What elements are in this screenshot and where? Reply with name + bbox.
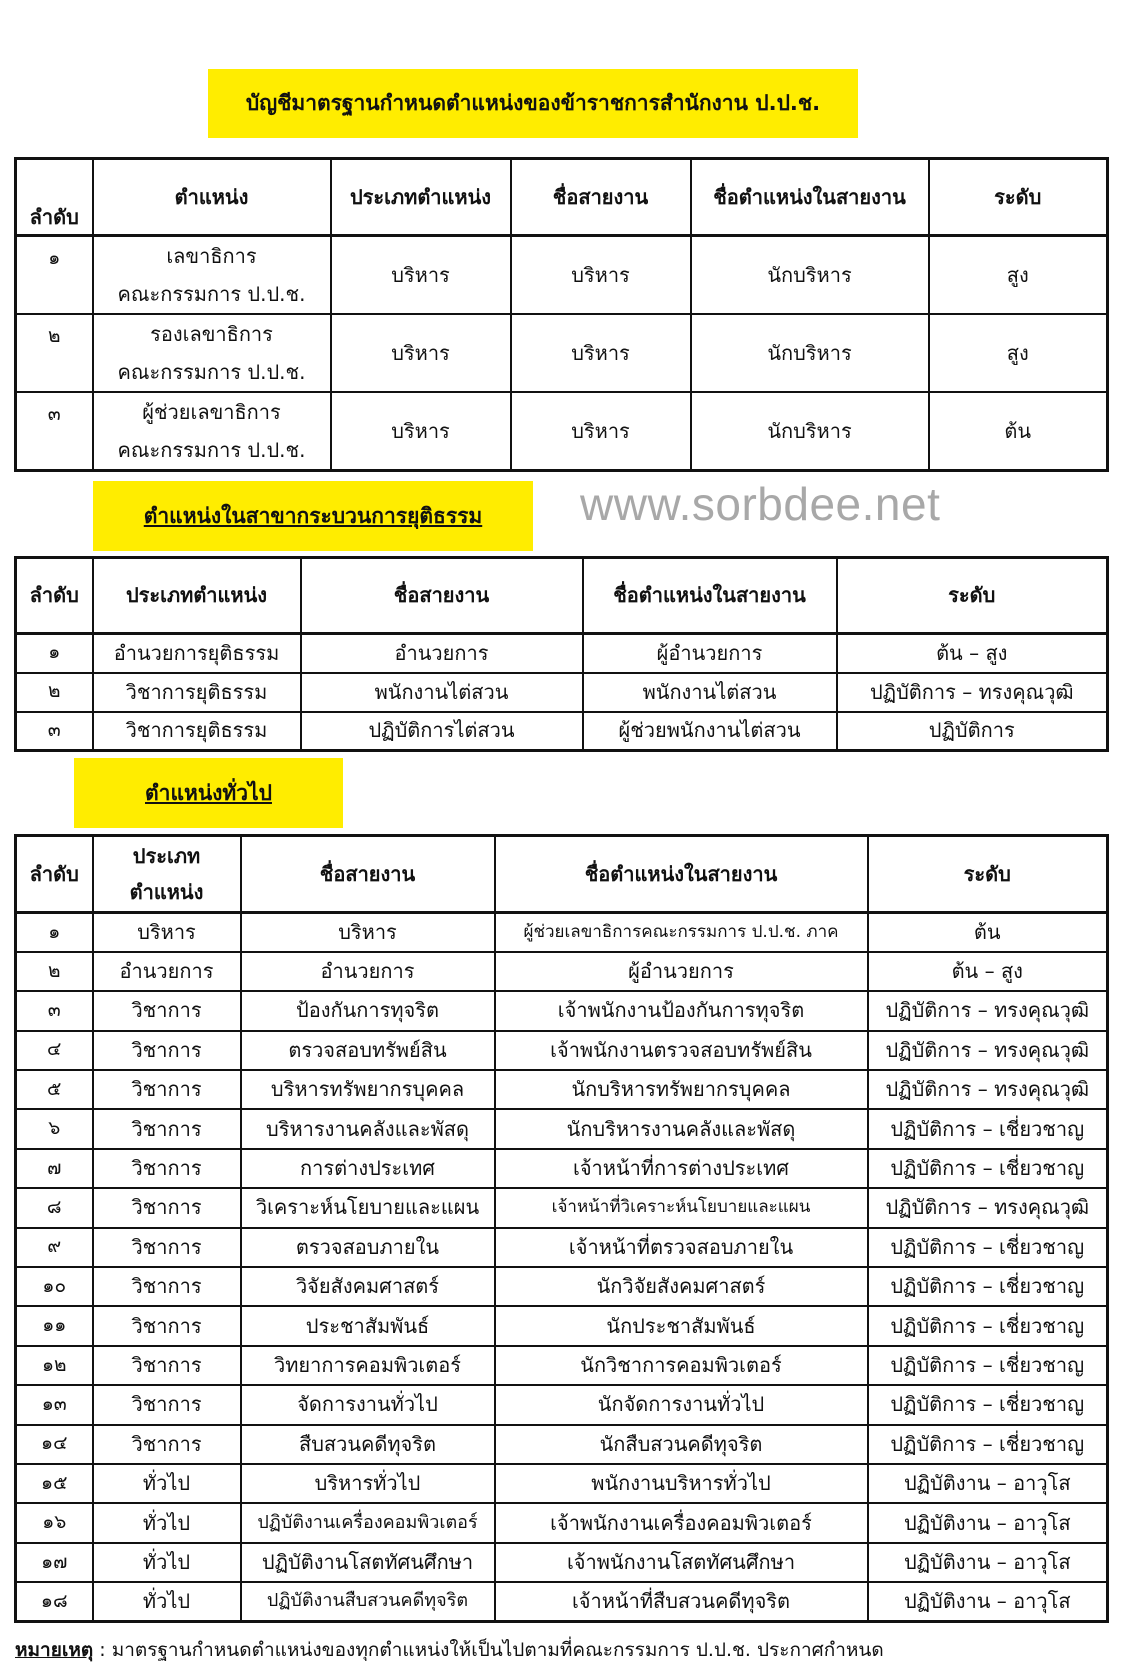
row-line-position: นักวิชาการคอมพิวเตอร์ [495,1346,868,1385]
row-line-position: เจ้าพนักงานโสตทัศนศึกษา [495,1543,868,1582]
general-table-body [16,913,1108,1622]
table-row [16,314,1108,392]
row-no: ๑ [16,634,93,673]
row-position [93,392,331,471]
row-line-position: ผู้อำนวยการ [583,634,837,673]
row-line: ปฏิบัติการไต่สวน [301,712,583,751]
header-level: ระดับ [868,836,1108,913]
row-line-position: ผู้ช่วยพนักงานไต่สวน [583,712,837,751]
row-level: ปฏิบัติการ – เชี่ยวชาญ [868,1267,1108,1306]
table-header-row [16,836,1108,913]
table-row [16,1464,1108,1503]
table-row [16,392,1108,471]
row-no: ๑๘ [16,1582,93,1621]
row-level: ปฏิบัติงาน – อาวุโส [868,1464,1108,1503]
row-line: พนักงานไต่สวน [301,673,583,712]
row-level: ปฏิบัติการ – เชี่ยวชาญ [868,1306,1108,1345]
justice-positions-table [14,556,1109,752]
row-line-position: เจ้าพนักงานเครื่องคอมพิวเตอร์ [495,1503,868,1542]
table-row [16,634,1108,673]
table-row [16,1503,1108,1542]
row-level: ต้น – สูง [837,634,1108,673]
row-line-position: นักสืบสวนคดีทุจริต [495,1425,868,1464]
row-level: ปฏิบัติการ – เชี่ยวชาญ [868,1228,1108,1267]
row-type: อำนวยการยุติธรรม [93,634,301,673]
row-line: บริหารทรัพยากรบุคคล [241,1070,495,1109]
row-line: วิทยาการคอมพิวเตอร์ [241,1346,495,1385]
row-line: บริหาร [511,392,691,471]
row-no: ๑๔ [16,1425,93,1464]
row-line: บริหารทั่วไป [241,1464,495,1503]
position-line2: คณะกรรมการ ป.ป.ช. [117,438,306,462]
row-level: ปฏิบัติการ – เชี่ยวชาญ [868,1149,1108,1188]
table-row [16,1109,1108,1148]
row-no: ๕ [16,1070,93,1109]
row-line-position: ผู้อำนวยการ [495,952,868,991]
table-row [16,952,1108,991]
row-position [93,314,331,392]
row-no: ๔ [16,1031,93,1070]
row-line-position: นักบริหาร [691,392,929,471]
section-general-heading: ตำแหน่งทั่วไป [145,780,272,805]
table-row [16,1385,1108,1424]
header-type-line2: ตำแหน่ง [129,880,204,904]
header-type-line1: ประเภท [132,844,201,868]
row-line-position: นักบริหารทรัพยากรบุคคล [495,1070,868,1109]
row-no: ๙ [16,1228,93,1267]
row-type: บริหาร [93,913,241,952]
header-no: ลำดับ [16,558,93,634]
row-level: ปฏิบัติการ – ทรงคุณวุฒิ [868,1031,1108,1070]
document-title: บัญชีมาตรฐานกำหนดตำแหน่งของข้าราชการสำนักงาน ป.ป.ช. [245,91,821,115]
row-no: ๒ [16,952,93,991]
row-type: บริหาร [331,392,511,471]
row-type: วิชาการ [93,1188,241,1227]
section-justice-banner [93,481,533,551]
row-line-position: เจ้าพนักงานป้องกันการทุจริต [495,991,868,1030]
row-type: วิชาการ [93,1109,241,1148]
row-no: ๑๒ [16,1346,93,1385]
row-no: ๓ [16,712,93,751]
header-level: ระดับ [929,159,1108,236]
section-general-banner [74,758,343,828]
row-line-position: นักบริหาร [691,236,929,315]
row-no: ๑ [16,236,93,315]
table-row [16,1582,1108,1621]
row-type: วิชาการ [93,1306,241,1345]
row-line: วิจัยสังคมศาสตร์ [241,1267,495,1306]
document-title-banner [208,69,858,138]
table-row [16,913,1108,952]
table-row [16,1070,1108,1109]
header-line: ชื่อสายงาน [301,558,583,634]
table-row [16,712,1108,751]
header-level: ระดับ [837,558,1108,634]
row-type: ทั่วไป [93,1464,241,1503]
row-type: วิชาการ [93,1425,241,1464]
row-no: ๑๗ [16,1543,93,1582]
row-level: ปฏิบัติการ – เชี่ยวชาญ [868,1385,1108,1424]
row-type: บริหาร [331,314,511,392]
row-level: ปฏิบัติการ – ทรงคุณวุฒิ [868,1070,1108,1109]
row-line: ตรวจสอบภายใน [241,1228,495,1267]
row-type: วิชาการ [93,1070,241,1109]
table-row [16,1425,1108,1464]
row-no: ๑๖ [16,1503,93,1542]
table-row [16,1346,1108,1385]
header-line-position: ชื่อตำแหน่งในสายงาน [691,159,929,236]
row-line: ปฏิบัติงานเครื่องคอมพิวเตอร์ [241,1503,495,1542]
header-type [93,836,241,913]
row-line-position: เจ้าหน้าที่วิเคราะห์นโยบายและแผน [495,1188,868,1227]
row-level: ต้น – สูง [868,952,1108,991]
row-line-position: เจ้าหน้าที่ตรวจสอบภายใน [495,1228,868,1267]
row-line: ป้องกันการทุจริต [241,991,495,1030]
header-line-position: ชื่อตำแหน่งในสายงาน [495,836,868,913]
row-type: วิชาการ [93,991,241,1030]
row-line: อำนวยการ [241,952,495,991]
row-line: บริหาร [511,314,691,392]
row-type: วิชาการยุติธรรม [93,712,301,751]
row-level: ปฏิบัติการ – เชี่ยวชาญ [868,1109,1108,1148]
row-no: ๘ [16,1188,93,1227]
row-level: ต้น [929,392,1108,471]
section-justice-heading: ตำแหน่งในสาขากระบวนการยุติธรรม [143,503,483,528]
row-no: ๗ [16,1149,93,1188]
table-row [16,1149,1108,1188]
watermark: www.sorbdee.net [580,478,941,530]
header-no: ลำดับ [16,159,93,236]
footnote-text: มาตรฐานกำหนดตำแหน่งของทุกตำแหน่งให้เป็นไปตามที่คณะกรรมการ ป.ป.ช. ประกาศกำหนด [111,1639,884,1661]
table-row [16,236,1108,315]
row-no: ๖ [16,1109,93,1148]
row-line: บริหาร [241,913,495,952]
table-row [16,1267,1108,1306]
row-type: บริหาร [331,236,511,315]
row-level: ปฏิบัติการ – เชี่ยวชาญ [868,1425,1108,1464]
row-line: บริหาร [511,236,691,315]
row-level: ปฏิบัติงาน – อาวุโส [868,1503,1108,1542]
table-row [16,1188,1108,1227]
row-line-position: เจ้าหน้าที่การต่างประเทศ [495,1149,868,1188]
row-line: บริหารงานคลังและพัสดุ [241,1109,495,1148]
general-positions-table [14,834,1109,1623]
row-line-position: พนักงานบริหารทั่วไป [495,1464,868,1503]
row-level: ปฏิบัติงาน – อาวุโส [868,1543,1108,1582]
row-no: ๑๓ [16,1385,93,1424]
row-line-position: นักประชาสัมพันธ์ [495,1306,868,1345]
header-no: ลำดับ [16,836,93,913]
footnote-label: หมายเหตุ [15,1639,94,1661]
row-line-position: เจ้าหน้าที่สืบสวนคดีทุจริต [495,1582,868,1621]
row-level: ปฏิบัติงาน – อาวุโส [868,1582,1108,1621]
header-line: ชื่อสายงาน [511,159,691,236]
table-header-row [16,558,1108,634]
row-line: วิเคราะห์นโยบายและแผน [241,1188,495,1227]
row-type: วิชาการ [93,1385,241,1424]
position-line2: คณะกรรมการ ป.ป.ช. [117,360,306,384]
header-type: ประเภทตำแหน่ง [93,558,301,634]
row-level: ปฏิบัติการ – ทรงคุณวุฒิ [868,991,1108,1030]
row-type: วิชาการ [93,1228,241,1267]
row-no: ๑ [16,913,93,952]
row-no: ๓ [16,991,93,1030]
header-type: ประเภทตำแหน่ง [331,159,511,236]
table-row [16,991,1108,1030]
row-line-position: นักวิจัยสังคมศาสตร์ [495,1267,868,1306]
header-position: ตำแหน่ง [93,159,331,236]
row-type: ทั่วไป [93,1503,241,1542]
table-row [16,673,1108,712]
row-line: ปฏิบัติงานสืบสวนคดีทุจริต [241,1582,495,1621]
position-line1: ผู้ช่วยเลขาธิการ [142,400,281,424]
row-no: ๓ [16,392,93,471]
row-line: ปฏิบัติงานโสตทัศนศึกษา [241,1543,495,1582]
row-level: ปฏิบัติการ [837,712,1108,751]
row-line-position: ผู้ช่วยเลขาธิการคณะกรรมการ ป.ป.ช. ภาค [495,913,868,952]
row-no: ๒ [16,673,93,712]
row-type: วิชาการ [93,1346,241,1385]
row-no: ๑๕ [16,1464,93,1503]
table-row [16,1306,1108,1345]
row-level: ปฏิบัติการ – ทรงคุณวุฒิ [837,673,1108,712]
row-no: ๑๐ [16,1267,93,1306]
table-row [16,1543,1108,1582]
position-line1: เลขาธิการ [166,244,257,268]
row-line: ตรวจสอบทรัพย์สิน [241,1031,495,1070]
footnote [15,1635,884,1665]
row-type: ทั่วไป [93,1582,241,1621]
row-line: อำนวยการ [301,634,583,673]
row-line: จัดการงานทั่วไป [241,1385,495,1424]
row-line-position: เจ้าพนักงานตรวจสอบทรัพย์สิน [495,1031,868,1070]
row-level: ปฏิบัติการ – เชี่ยวชาญ [868,1346,1108,1385]
position-line1: รองเลขาธิการ [150,322,273,346]
row-no: ๑๑ [16,1306,93,1345]
table-row [16,1031,1108,1070]
row-line: สืบสวนคดีทุจริต [241,1425,495,1464]
row-type: ทั่วไป [93,1543,241,1582]
row-line-position: นักบริหารงานคลังและพัสดุ [495,1109,868,1148]
position-line2: คณะกรรมการ ป.ป.ช. [117,282,306,306]
row-line: ประชาสัมพันธ์ [241,1306,495,1345]
executive-positions-table [14,157,1109,472]
row-type: วิชาการ [93,1149,241,1188]
table-row [16,1228,1108,1267]
row-position [93,236,331,315]
row-line-position: พนักงานไต่สวน [583,673,837,712]
row-type: วิชาการ [93,1267,241,1306]
row-line-position: นักจัดการงานทั่วไป [495,1385,868,1424]
row-level: สูง [929,236,1108,315]
table-header-row [16,159,1108,236]
row-level: สูง [929,314,1108,392]
row-level: ต้น [868,913,1108,952]
row-level: ปฏิบัติการ – ทรงคุณวุฒิ [868,1188,1108,1227]
footnote-separator: : [93,1639,112,1661]
row-type: วิชาการ [93,1031,241,1070]
row-no: ๒ [16,314,93,392]
header-line: ชื่อสายงาน [241,836,495,913]
row-line-position: นักบริหาร [691,314,929,392]
row-type: วิชาการยุติธรรม [93,673,301,712]
row-type: อำนวยการ [93,952,241,991]
header-line-position: ชื่อตำแหน่งในสายงาน [583,558,837,634]
row-line: การต่างประเทศ [241,1149,495,1188]
